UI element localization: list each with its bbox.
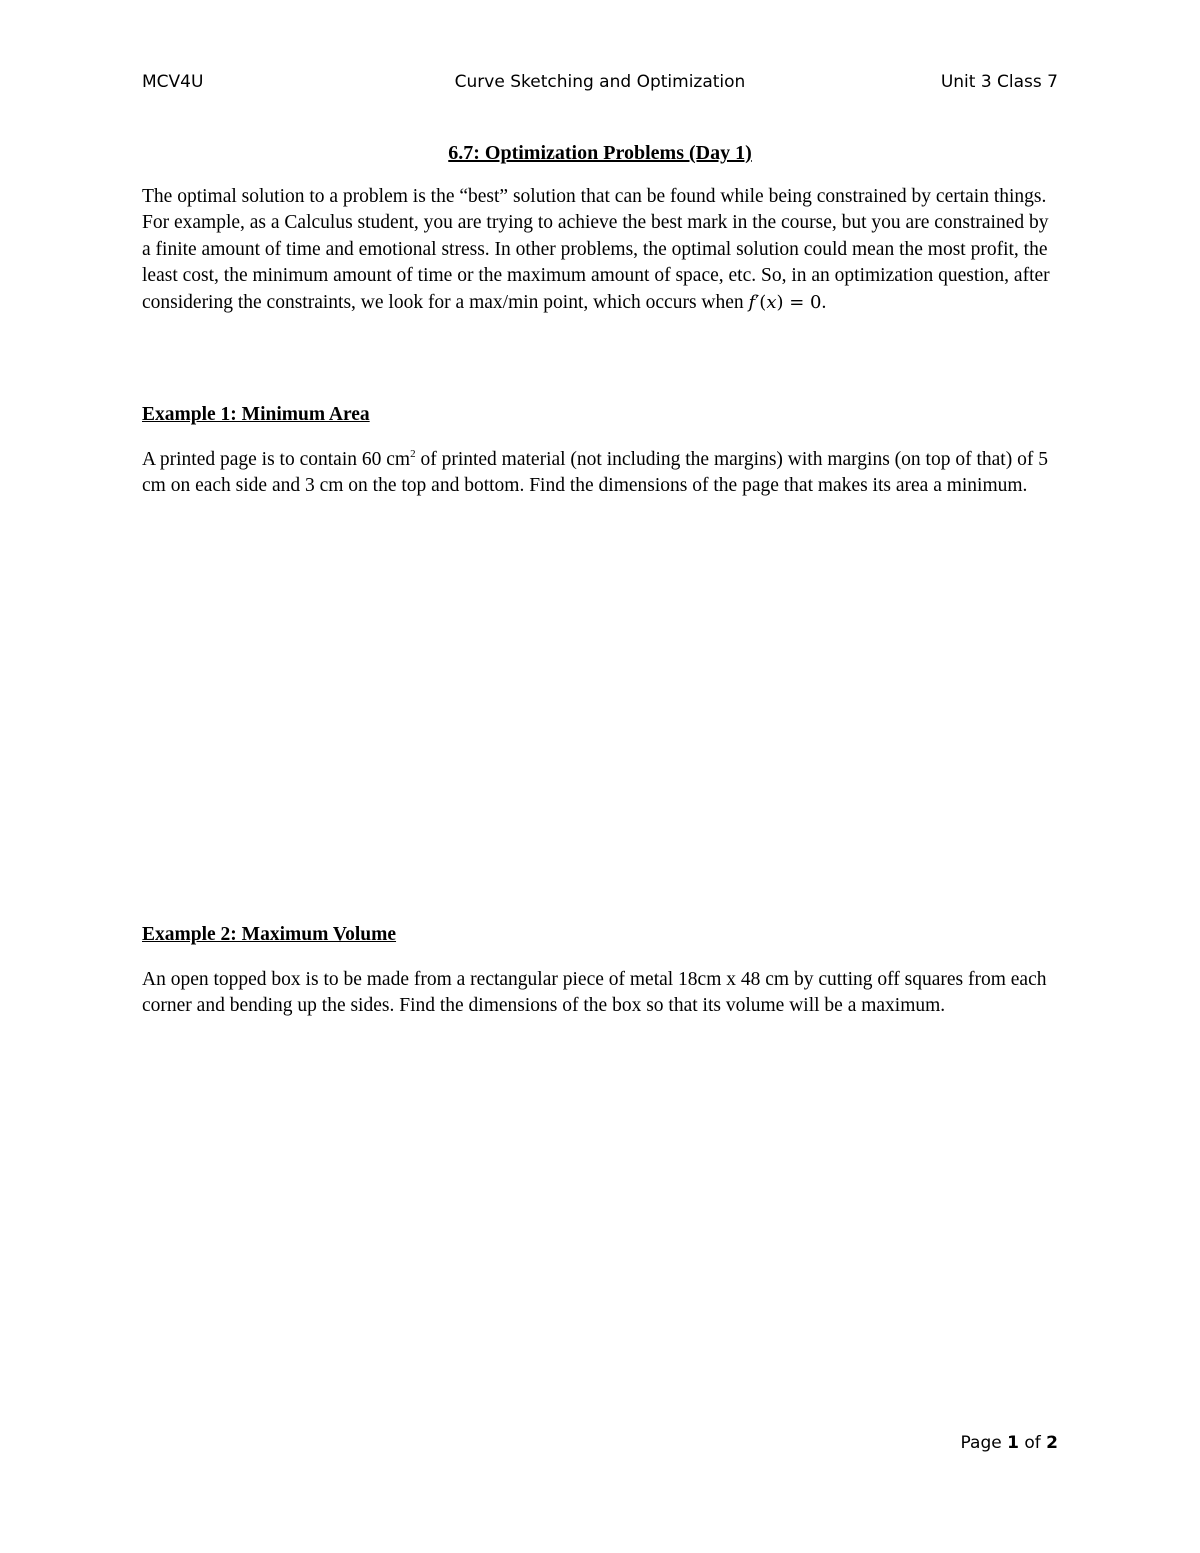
derivative-equation [749, 292, 822, 313]
intro-paragraph [142, 184, 1058, 316]
intro-end: . [821, 291, 827, 313]
unit-class: Unit 3 Class 7 [940, 72, 1058, 92]
course-code: MCV4U [142, 72, 204, 92]
example-1-text-before: A printed page is to contain 60 cm [142, 449, 411, 470]
page-footer [961, 1433, 1058, 1453]
intro-text: The optimal solution to a problem is the “best” solution that can be found while being constrained by certain things. For example, as a Calculus student, you are trying to achieve the best mark in the course, but you are constrained by a finite amount of time and emotional stress. In other problems, the optimal solution could mean the most profit, the least cost, the minimum amount of time or the maximum amount of space, etc. So, in an optimization question, after considering the constraints, we look for a max/min point, which occurs when [142, 186, 1050, 313]
footer-of-word: of [1024, 1433, 1041, 1453]
total-page-count: 2 [1046, 1433, 1058, 1453]
example-1-text-after: of printed material (not including the margins) with margins (on top of that) of 5 cm on each side and 3 cm on the top and bottom. Find the dimensions of the page that makes its area a minimum. [142, 449, 1048, 497]
squared-superscript: 2 [410, 448, 416, 460]
example-1-text [142, 447, 1058, 500]
math-open-paren: ( [759, 291, 767, 313]
page-header [142, 72, 1058, 96]
example-2-heading: Example 2: Maximum Volume [142, 924, 397, 945]
math-equals-zero: = 0 [783, 291, 822, 313]
math-close-paren: ) [776, 291, 784, 313]
page-title: 6.7: Optimization Problems (Day 1) [448, 142, 752, 164]
current-page-number: 1 [1007, 1433, 1019, 1453]
math-f: f [748, 291, 756, 313]
math-prime: ′ [755, 291, 760, 313]
example-2-text: An open topped box is to be made from a rectangular piece of metal 18cm x 48 cm by cutting off squares from each corner and bending up the sides. Find the dimensions of the box so that its volume will be a maximum. [142, 969, 1047, 1017]
header-topic: Curve Sketching and Optimization [454, 72, 746, 92]
example-1-heading: Example 1: Minimum Area [142, 404, 370, 425]
math-x: x [766, 291, 777, 313]
footer-page-word: Page [960, 1433, 1002, 1453]
